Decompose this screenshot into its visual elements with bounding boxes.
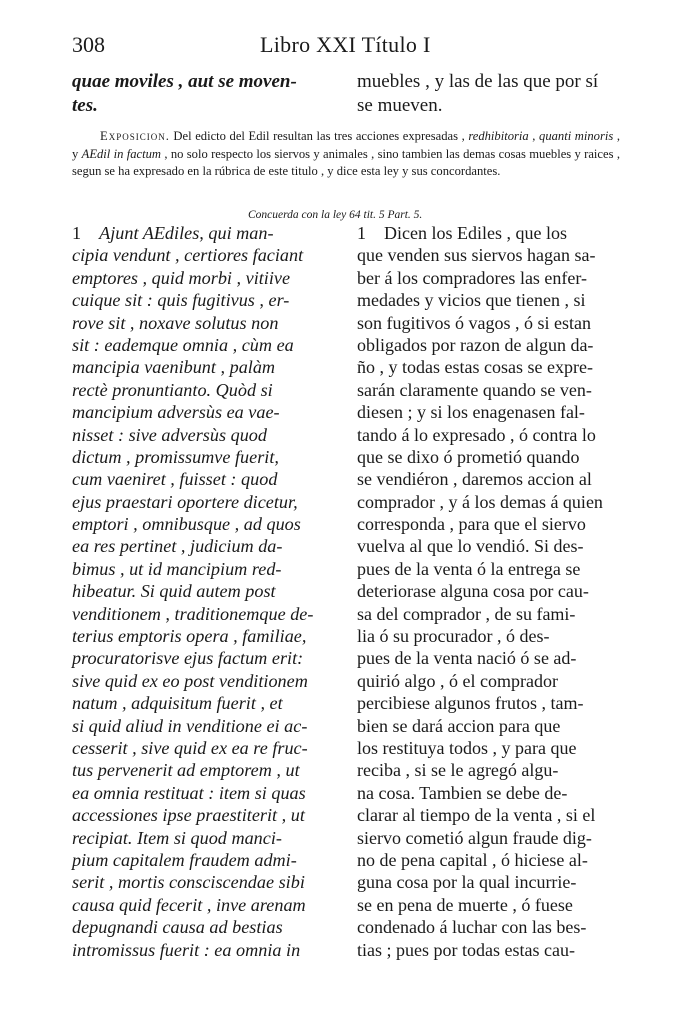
latin-text-line <box>72 759 344 781</box>
latin-text-line <box>72 715 344 737</box>
spanish-text-line <box>357 647 622 669</box>
latin-line-text: ea res pertinet , judicium da- <box>72 536 283 557</box>
latin-text-line <box>72 625 344 647</box>
spanish-line-text: sa del comprador , de su fami- <box>357 603 576 624</box>
latin-line-text: ea omnia restituat : item si quas <box>72 782 306 803</box>
spanish-text-line <box>357 804 622 826</box>
latin-text-line <box>72 379 344 401</box>
latin-text-line <box>72 289 344 311</box>
spanish-line-text: los restituya todos , y para que <box>357 737 577 758</box>
latin-text-line <box>72 491 344 513</box>
latin-text-line <box>72 468 344 490</box>
latin-text-line <box>72 939 344 961</box>
spanish-text-line <box>357 334 622 356</box>
term-redhibitoria: redhibitoria <box>468 129 529 143</box>
latin-line-text: emptori , omnibusque , ad quos <box>72 514 301 535</box>
latin-text-line <box>72 849 344 871</box>
latin-line-text: nisset : sive adversùs quod <box>72 424 267 445</box>
latin-continuation-line: tes. <box>72 95 98 116</box>
page-header <box>72 32 632 60</box>
exposicion-text: Del edicto del Edil resultan las tres acciones expresadas , <box>169 129 469 143</box>
spanish-line-text: condenado á luchar con las bes- <box>357 917 587 938</box>
latin-line-text: Ajunt AEdiles, qui man- <box>99 223 274 243</box>
spanish-line-text: ño , y todas estas cosas se expre- <box>357 357 593 378</box>
spanish-line-text: no de pena capital , ó hiciese al- <box>357 849 588 870</box>
spanish-line-text: que venden sus siervos hagan sa- <box>357 245 596 266</box>
latin-line-text: serit , mortis consciscendae sibi <box>72 872 305 893</box>
latin-line-text: hibeatur. Si quid autem post <box>72 581 276 602</box>
spanish-line-text: se en pena de muerte , ó fuese <box>357 894 573 915</box>
spanish-line-text: clarar al tiempo de la venta , si el <box>357 805 596 826</box>
spanish-text-line <box>357 401 622 423</box>
spanish-text-line <box>357 871 622 893</box>
spanish-line-text: obligados por razon de algun da- <box>357 334 594 355</box>
concordance-note: Concuerda con la ley 64 tit. 5 Part. 5. <box>248 209 423 221</box>
spanish-line-text: quirió algo , ó el comprador <box>357 670 558 691</box>
latin-line-text: ejus praestari oportere dicetur, <box>72 491 298 512</box>
spanish-text-line <box>357 827 622 849</box>
latin-section-number: 1 <box>72 223 82 243</box>
spanish-line-text: corresponda , para que el siervo <box>357 514 586 535</box>
latin-line-text: natum , adquisitum fuerit , et <box>72 693 283 714</box>
spanish-line-text: diesen ; y si los enagenasen fal- <box>357 402 585 423</box>
latin-line-text: accessiones ipse praestiterit , ut <box>72 805 305 826</box>
exposicion-text: , no solo respecto los siervos y animales , sino tambien las demas cosas muebles y raices , segun se ha expresado en la rúbrica de este titulo , y dice esta ley y sus concordantes. <box>72 146 620 178</box>
latin-text-line <box>72 222 344 244</box>
spanish-line-text: lia ó su procurador , ó des- <box>357 626 550 647</box>
spanish-text-line <box>357 289 622 311</box>
spanish-text-line <box>357 312 622 334</box>
latin-line-text: recipiat. Item si quod manci- <box>72 827 282 848</box>
latin-line-text: terius emptoris opera , familiae, <box>72 626 307 647</box>
spanish-line-text: comprador , y á los demas á quien <box>357 491 603 512</box>
spanish-text-line <box>357 715 622 737</box>
spanish-text-line <box>357 356 622 378</box>
spanish-section-number: 1 <box>357 223 366 243</box>
latin-text-line <box>72 894 344 916</box>
latin-line-text: rectè pronuntianto. Quòd si <box>72 379 273 400</box>
latin-line-text: depugnandi causa ad bestias <box>72 917 283 938</box>
spanish-text-line <box>357 603 622 625</box>
spanish-text-line <box>357 424 622 446</box>
latin-text-line <box>72 513 344 535</box>
spanish-text-line <box>357 468 622 490</box>
latin-text-line <box>72 580 344 602</box>
page-number: 308 <box>72 32 105 57</box>
latin-text-line <box>72 827 344 849</box>
latin-line-text: pium capitalem fraudem admi- <box>72 849 297 870</box>
latin-column <box>72 222 344 961</box>
latin-text-line <box>72 558 344 580</box>
latin-line-text: intromissus fuerit : ea omnia in <box>72 939 301 960</box>
latin-line-text: venditionem , traditionemque de- <box>72 603 314 624</box>
spanish-text-line <box>357 513 622 535</box>
spanish-line-text: reciba , si se le agregó algu- <box>357 760 559 781</box>
spanish-text-line <box>357 625 622 647</box>
latin-text-line <box>72 647 344 669</box>
spanish-line-text: ber á los compradores las enfer- <box>357 267 588 288</box>
spanish-line-text: siervo cometió algun fraude dig- <box>357 827 592 848</box>
spanish-line-text: sarán claramente quando se ven- <box>357 379 592 400</box>
spanish-line-text: Dicen los Ediles , que los <box>384 223 567 243</box>
latin-line-text: mancipium adversùs ea vae- <box>72 402 280 423</box>
latin-line-text: sive quid ex eo post venditionem <box>72 670 308 691</box>
spanish-continuation-line: muebles , y las de las que por sí <box>357 71 599 92</box>
spanish-text-line <box>357 692 622 714</box>
latin-line-text: cesserit , sive quid ex ea re fruc- <box>72 737 308 758</box>
spanish-continuation-line: se mueven. <box>357 95 443 116</box>
latin-line-text: dictum , promissumve fuerit, <box>72 446 279 467</box>
latin-text-line <box>72 267 344 289</box>
latin-text-line <box>72 692 344 714</box>
exposicion-text: , y <box>72 129 621 161</box>
spanish-text-line <box>357 267 622 289</box>
spanish-text-line <box>357 535 622 557</box>
latin-line-text: causa quid fecerit , inve arenam <box>72 894 306 915</box>
spanish-line-text: tando á lo expresado , ó contra lo <box>357 424 596 445</box>
spanish-text-line <box>357 580 622 602</box>
spanish-text-line <box>357 446 622 468</box>
spanish-line-text: percibiese algunos frutos , tam- <box>357 693 584 714</box>
spanish-text-line <box>357 759 622 781</box>
latin-line-text: cipia vendunt , certiores faciant <box>72 245 304 266</box>
latin-line-text: rove sit , noxave solutus non <box>72 312 279 333</box>
spanish-continuation <box>357 70 622 118</box>
spanish-line-text: se vendiéron , daremos accion al <box>357 469 592 490</box>
latin-text-line <box>72 244 344 266</box>
spanish-text-line <box>357 894 622 916</box>
term-aedil-in-factum: AEdil in factum <box>81 146 162 161</box>
spanish-line-text: son fugitivos ó vagos , ó si estan <box>357 312 591 333</box>
spanish-text-line <box>357 491 622 513</box>
latin-line-text: procuratorisve ejus factum erit: <box>72 648 304 669</box>
spanish-text-line <box>357 782 622 804</box>
spanish-line-text: pues de la venta ó la entrega se <box>357 558 581 579</box>
term-quanti-minoris: quanti minoris <box>539 129 614 143</box>
latin-text-line <box>72 916 344 938</box>
latin-text-line <box>72 782 344 804</box>
latin-text-line <box>72 401 344 423</box>
latin-text-line <box>72 804 344 826</box>
latin-line-text: cuique sit : quis fugitivus , er- <box>72 290 290 311</box>
latin-line-text: si quid aliud in venditione ei ac- <box>72 715 308 736</box>
latin-text-line <box>72 670 344 692</box>
latin-line-text: cum vaeniret , fuisset : quod <box>72 469 278 490</box>
latin-text-line <box>72 356 344 378</box>
spanish-text-line <box>357 379 622 401</box>
exposicion-heading: Exposicion. <box>100 129 170 143</box>
latin-text-line <box>72 446 344 468</box>
spanish-line-text: na cosa. Tambien se debe de- <box>357 782 568 803</box>
spanish-text-line <box>357 222 622 244</box>
latin-line-text: mancipia vaenibunt , palàm <box>72 357 276 378</box>
latin-continuation <box>72 70 344 118</box>
spanish-line-text: bien se dará accion para que <box>357 715 561 736</box>
spanish-text-line <box>357 939 622 961</box>
latin-text-line <box>72 603 344 625</box>
spanish-line-text: tias ; pues por todas estas cau- <box>357 939 575 960</box>
latin-line-text: sit : eademque omnia , cùm ea <box>72 334 294 355</box>
spanish-text-line <box>357 558 622 580</box>
spanish-text-line <box>357 670 622 692</box>
latin-text-line <box>72 312 344 334</box>
spanish-line-text: vuelva al que lo vendió. Si des- <box>357 536 584 557</box>
spanish-column <box>357 222 622 961</box>
running-title: Libro XXI Título I <box>260 32 431 57</box>
spanish-line-text: medades y vicios que tienen , si <box>357 290 586 311</box>
latin-text-line <box>72 871 344 893</box>
latin-text-line <box>72 424 344 446</box>
spanish-line-text: deteriorase alguna cosa por cau- <box>357 581 589 602</box>
latin-line-text: bimus , ut id mancipium red- <box>72 558 282 579</box>
latin-text-line <box>72 737 344 759</box>
spanish-text-line <box>357 849 622 871</box>
spanish-text-line <box>357 916 622 938</box>
exposicion-text: , <box>528 129 540 143</box>
spanish-text-line <box>357 244 622 266</box>
spanish-line-text: pues de la venta nació ó se ad- <box>357 648 577 669</box>
spanish-text-line <box>357 737 622 759</box>
latin-line-text: tus pervenerit ad emptorem , ut <box>72 760 300 781</box>
exposicion-paragraph <box>72 128 620 181</box>
spanish-line-text: que se dixo ó prometió quando <box>357 446 580 467</box>
latin-text-line <box>72 334 344 356</box>
spanish-line-text: guna cosa por la qual incurrie- <box>357 872 577 893</box>
latin-text-line <box>72 535 344 557</box>
latin-continuation-line: quae moviles , aut se moven- <box>72 71 297 92</box>
latin-line-text: emptores , quid morbi , vitiive <box>72 267 291 288</box>
